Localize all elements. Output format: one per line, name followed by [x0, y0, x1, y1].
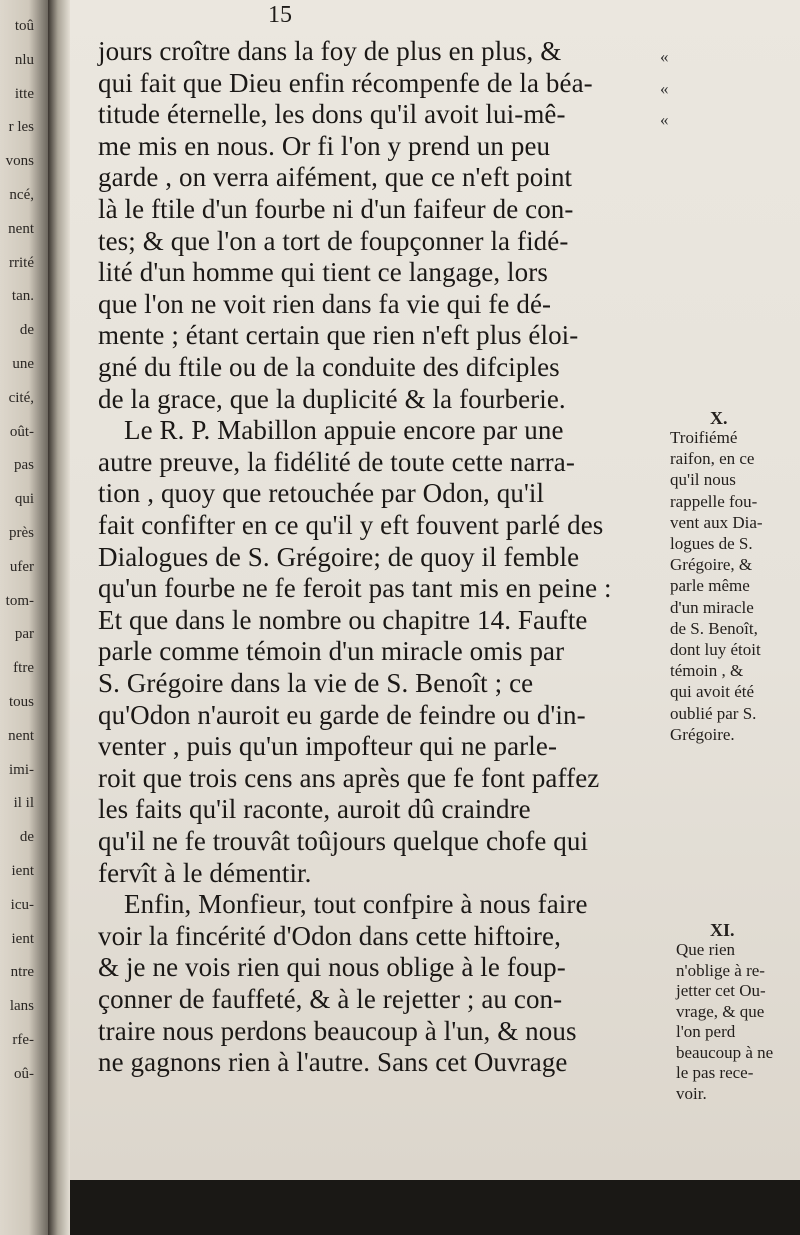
left-page-fragment: tan.	[11, 288, 34, 305]
page-shadow-bottom	[70, 1180, 800, 1235]
left-page-fragment: r les	[8, 119, 34, 136]
text-line: là le ftile d'un fourbe ni d'un faifeur de con-	[98, 194, 574, 224]
text-line: fervît à le démentir.	[98, 857, 312, 888]
margin-note-line: parle même	[670, 576, 750, 596]
left-page-fragment: rrité	[9, 254, 34, 271]
text-line: Dialogues de S. Grégoire; de quoy il femble	[98, 541, 580, 572]
margin-note-line: dont luy étoit	[670, 640, 761, 659]
text-line: jours croître dans la foy de plus en plus, &	[98, 36, 562, 66]
main-text	[70, 0, 800, 1180]
text-line: ne gagnons rien à l'autre. Sans cet Ouvrage	[98, 1047, 568, 1078]
text-line: venter , puis qu'un impofteur qui ne parle-	[98, 731, 558, 762]
text-line: lité d'un homme qui tient ce langage, lors	[98, 257, 548, 288]
quote-mark: «	[660, 47, 669, 66]
text-line: çonner de fauffeté, & à le rejetter ; au con-	[98, 984, 563, 1014]
margin-note-line: vrage, & que	[676, 1001, 765, 1021]
left-page-fragment: ncé,	[9, 187, 34, 203]
margin-note-line: de S. Benoît,	[670, 618, 758, 638]
margin-note-line: Grégoire, &	[670, 555, 753, 575]
left-page-fragment: tom-	[5, 592, 34, 609]
book-page	[70, 0, 800, 1180]
margin-note-line: d'un miracle	[670, 597, 754, 617]
text-line: parle comme témoin d'un miracle omis par	[98, 636, 565, 667]
margin-note-line: Troifiémé	[670, 428, 738, 447]
left-page-fragment: qui	[14, 491, 34, 508]
text-line: qu'il ne fe trouvât toûjours quelque chofe qui	[98, 826, 589, 856]
margin-note-line: vent aux Dia-	[670, 512, 763, 532]
margin-note-line: raifon, en ce	[670, 449, 755, 469]
left-page-fragment: de	[19, 322, 34, 339]
left-page-fragment: pas	[14, 457, 34, 474]
text-line: que l'on ne voit rien dans fa vie qui fe dé-	[98, 288, 552, 319]
left-page-fragment: tous	[8, 694, 34, 710]
margin-note-number: XI.	[710, 920, 735, 940]
left-page-fragment: lans	[9, 998, 34, 1015]
left-page-fragment: toû	[14, 18, 34, 34]
book-gutter	[48, 0, 70, 1235]
margin-note-line: le pas rece-	[676, 1063, 754, 1082]
text-line: Et que dans le nombre ou chapitre 14. Faufte	[98, 604, 588, 635]
text-line: Enfin, Monfieur, tout confpire à nous faire	[124, 889, 588, 920]
left-page-fragment: par	[14, 626, 34, 643]
page-number: 15	[268, 2, 292, 28]
text-line: mente ; étant certain que rien n'eft plus éloi-	[98, 320, 579, 351]
left-page-fragment: ient	[11, 930, 34, 947]
text-line: Le R. P. Mabillon appuie encore par une	[124, 415, 564, 446]
margin-note-line: rappelle fou-	[670, 491, 758, 511]
left-page-fragment: près	[9, 525, 34, 541]
text-line: de la grace, que la duplicité & la fourberie.	[98, 383, 566, 414]
text-line: tion , quoy que retouchée par Odon, qu'il	[98, 478, 545, 509]
text-line: qu'Odon n'auroit eu garde de feindre ou d'in-	[98, 699, 586, 730]
left-page-fragment: rfe-	[12, 1032, 34, 1048]
left-page-fragment: une	[12, 356, 34, 372]
margin-note-line: Que rien	[676, 940, 736, 959]
text-line: roit que trois cens ans après que fe font paffez	[98, 762, 600, 793]
margin-note-line: qu'il nous	[670, 470, 736, 490]
left-page-fragment: nent	[8, 727, 34, 744]
left-page-fragment: nlu	[14, 51, 34, 68]
margin-note-number: X.	[710, 408, 728, 428]
margin-note-line: Grégoire.	[670, 724, 735, 744]
text-line: S. Grégoire dans la vie de S. Benoît ; ce	[98, 668, 534, 698]
left-page-fragment: icu-	[10, 896, 34, 913]
margin-note-line: oublié par S.	[670, 703, 757, 723]
left-page-fragment: nent	[8, 220, 34, 237]
text-line: traire nous perdons beaucoup à l'un, & nous	[98, 1015, 577, 1046]
text-line: & je ne vois rien qui nous oblige à le foup-	[98, 952, 566, 983]
text-line: qu'un fourbe ne fe feroit pas tant mis en peine :	[98, 573, 612, 604]
left-page-fragment: itte	[14, 85, 34, 102]
text-line: titude éternelle, les dons qu'il avoit lui-mê-	[98, 99, 566, 130]
left-page-fragment: ufer	[9, 558, 34, 575]
text-line: les faits qu'il raconte, auroit dû craindre	[98, 794, 531, 825]
text-line: me mis en nous. Or fi l'on y prend un peu	[98, 130, 551, 161]
margin-note-line: jetter cet Ou-	[676, 981, 766, 1000]
text-line: qui fait que Dieu enfin récompenfe de la béa-	[98, 67, 593, 98]
text-line: gné du ftile ou de la conduite des difciples	[98, 352, 560, 382]
left-page-fragment: vons	[5, 153, 34, 170]
text-line: garde , on verra aifément, que ce n'eft point	[98, 162, 573, 193]
left-page-fragment: oût-	[9, 423, 34, 440]
quote-mark: «	[660, 110, 669, 130]
left-page-fragment: il il	[13, 795, 34, 812]
left-page-fragment: imi-	[9, 761, 34, 778]
left-page-fragment: ftre	[13, 660, 34, 677]
margin-note-line: logues de S.	[670, 534, 753, 553]
left-page-edge	[0, 0, 48, 1235]
text-line: fait confifter en ce qu'il y eft fouvent parlé des	[98, 510, 604, 540]
left-page-fragment: de	[19, 829, 34, 846]
margin-note-line: voir.	[676, 1083, 707, 1103]
left-page-fragment: cité,	[8, 389, 34, 406]
quote-mark: «	[660, 78, 669, 98]
left-page-fragment: oû-	[14, 1065, 34, 1082]
margin-note-line: beaucoup à ne	[676, 1042, 774, 1062]
left-page-fragment: ient	[11, 863, 34, 879]
left-page-fragment: ntre	[10, 964, 34, 981]
margin-note-line: n'oblige à re-	[676, 960, 765, 980]
text-line: autre preuve, la fidélité de toute cette narra-	[98, 446, 575, 477]
margin-note-line: l'on perd	[676, 1022, 736, 1041]
text-line: tes; & que l'on a tort de foupçonner la fidé-	[98, 225, 569, 256]
margin-note-line: témoin , &	[670, 661, 744, 681]
text-line: voir la fincérité d'Odon dans cette hiftoire,	[98, 920, 561, 951]
margin-note-line: qui avoit été	[670, 682, 755, 702]
